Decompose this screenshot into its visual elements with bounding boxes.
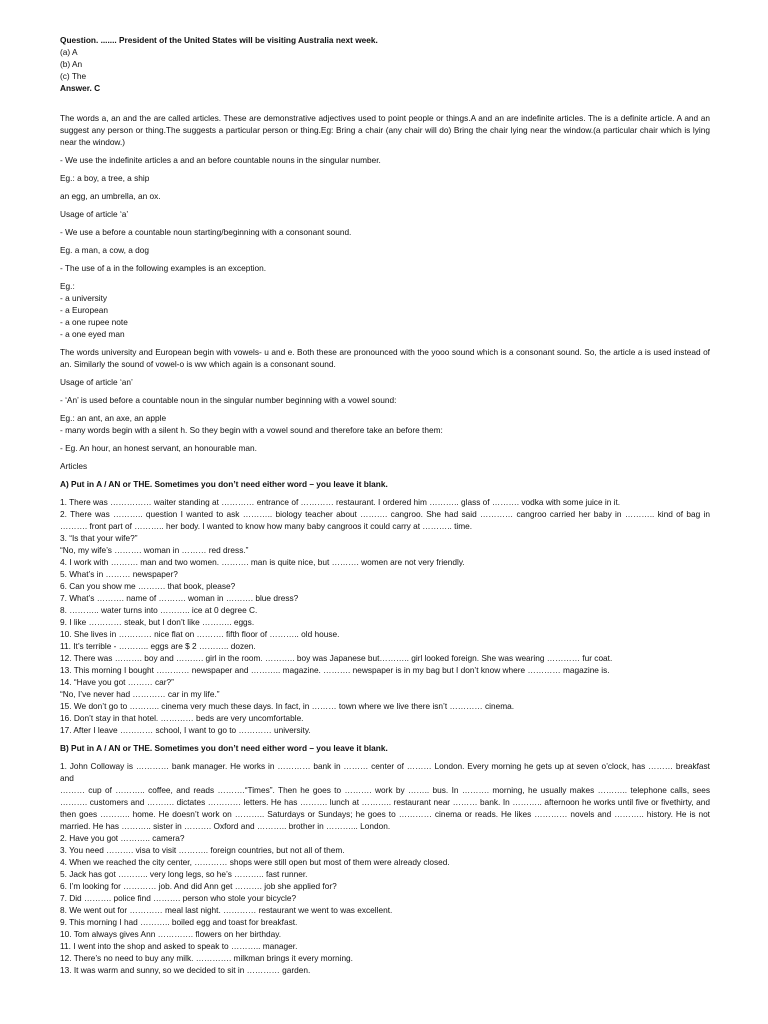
exercise-item: 17. After I leave ………… school, I want to go to ………… university. <box>60 725 311 735</box>
example-line: Eg.: a boy, a tree, a ship <box>60 173 150 183</box>
exercise-item: 1. There was …………… waiter standing at ………… entrance of ………… restaurant. I ordered him ……….. glass of ………. vodka with some juice in it. <box>60 497 621 507</box>
exercise-item: 5. Jack has got ……….. very long legs, so he’s ……….. fast runner. <box>60 869 308 879</box>
exercise-a-heading: A) Put in A / AN or THE. Sometimes you don’t need either word – you leave it blank. <box>60 479 388 489</box>
exercise-item: 4. I work with ………. man and two women. ………. man is quite nice, but ………. women are not very friendly. <box>60 557 465 567</box>
exercise-a-list <box>60 496 710 736</box>
usage-an-rule: - ‘An’ is used before a countable noun in the singular number beginning with a vowel sound: <box>60 395 397 405</box>
exercise-item: 11. I went into the shop and asked to speak to ……….. manager. <box>60 941 298 951</box>
exercise-item: 13. This morning I bought ………… newspaper and ……….. magazine. ………. newspaper is in my bag but I don’t know where ………… magazine is. <box>60 665 610 675</box>
exercise-item: 14. “Have you got ……… car?” <box>60 677 174 687</box>
silent-h-example: - Eg. An hour, an honest servant, an honourable man. <box>60 443 257 453</box>
exercise-b-list <box>60 760 710 976</box>
intro-paragraph: The words a, an and the are called articles. These are demonstrative adjectives used to point people or things.A and an are indefinite articles. The is a definite article. A and an suggest any person or thing.The suggests a particular person or thing.Eg: Bring a chair (any chair will do) Bring the chair lying near the window.(a particular chair which is lying near the window.) <box>60 113 710 147</box>
exercise-item: 2. There was ……….. question I wanted to ask ……….. biology teacher about ………. cangroo. She had said ………… cangroo carried her baby in ……….. kind of bag in ………. front part of ……….. her body. I wanted to know how many baby cangroos it could carry at ……….. time. <box>60 509 710 531</box>
option-b: (b) An <box>60 59 83 69</box>
exercise-item: 7. What’s ………. name of ………. woman in ………. blue dress? <box>60 593 299 603</box>
exercise-item: 15. We don’t go to ……….. cinema very much these days. In fact, in ……… town where we live there isn’t ………… cinema. <box>60 701 515 711</box>
exercise-item: 10. She lives in ………… nice flat on ………. fifth floor of ……….. old house. <box>60 629 340 639</box>
exception-item: - a one eyed man <box>60 329 125 339</box>
exercise-item: 9. I like ………… steak, but I don’t like ……….. eggs. <box>60 617 255 627</box>
exercise-item: 6. I’m looking for ………… job. And did Ann get ………. job she applied for? <box>60 881 337 891</box>
document-page <box>60 34 710 976</box>
exercise-item: 11. It’s terrible - ……….. eggs are $ 2 ……….. dozen. <box>60 641 256 651</box>
usage-a-title: Usage of article ‘a’ <box>60 209 129 219</box>
exercise-item: “No, my wife’s ………. woman in ……… red dress.” <box>60 545 249 555</box>
exercise-item: 8. ……….. water turns into ……….. ice at 0 degree C. <box>60 605 258 615</box>
usage-a-rule: - We use a before a countable noun starting/beginning with a consonant sound. <box>60 227 352 237</box>
articles-heading: Articles <box>60 461 88 471</box>
exception-item: - a university <box>60 293 108 303</box>
usage-an-example: Eg.: an ant, an axe, an apple <box>60 413 167 423</box>
silent-h-rule: - many words begin with a silent h. So they begin with a vowel sound and therefore take an before them: <box>60 425 443 435</box>
example-line: an egg, an umbrella, an ox. <box>60 191 161 201</box>
exercise-item: 12. There was ………. boy and ………. girl in the room. ……….. boy was Japanese but……….. girl looked foreign. She was wearing ………… fur coat. <box>60 653 613 663</box>
exercise-item: 7. Did ………. police find ………. person who stole your bicycle? <box>60 893 297 903</box>
exercise-item: 6. Can you show me ………. that book, please? <box>60 581 236 591</box>
exception-intro: - The use of a in the following examples is an exception. <box>60 263 267 273</box>
exception-item: - a one rupee note <box>60 317 128 327</box>
exception-note: The words university and European begin with vowels- u and e. Both these are pronounced with the yooo sound which is a consonant sound. So, the article a is used instead of an. Similarly the sound of vowel-o is ww which again is a consonant sound. <box>60 347 710 369</box>
exercise-item: 3. You need ………. visa to visit ……….. foreign countries, but not all of them. <box>60 845 345 855</box>
exercise-item: 13. It was warm and sunny, so we decided to sit in ………… garden. <box>60 965 311 975</box>
exercise-item: 16. Don’t stay in that hotel. ………… beds are very uncomfortable. <box>60 713 304 723</box>
answer-line: Answer. C <box>60 83 101 93</box>
usage-an-title: Usage of article ‘an’ <box>60 377 133 387</box>
exercise-b-heading: B) Put in A / AN or THE. Sometimes you don’t need either word – you leave it blank. <box>60 743 388 753</box>
exception-item: - a European <box>60 305 108 315</box>
exception-label: Eg.: <box>60 281 75 291</box>
exercise-item: 4. When we reached the city center, ………… shops were still open but most of them were already closed. <box>60 857 450 867</box>
exercise-item: 3. “Is that your wife?” <box>60 533 138 543</box>
exercise-item: 10. Tom always gives Ann …………. flowers on her birthday. <box>60 929 282 939</box>
exercise-item: 2. Have you got ……….. camera? <box>60 833 185 843</box>
question-stem: Question. ....... President of the United States will be visiting Australia next week. <box>60 35 378 45</box>
exercise-item: 5. What’s in ……… newspaper? <box>60 569 178 579</box>
exercise-item: ……… cup of ……….. coffee, and reads ……….“Times”. Then he goes to ………. work by …….. bus. In ………. morning, he usually makes ……….. telephone calls, sees ………. customers and ………. dictates ………… letters. He has ………. lunch at ……….. restaurant near ……… bank. In ……….. afternoon he works until five or fivethirty, and then goes ……….. home. He doesn’t work on ……….. Saturdays or Sundays; he goes to ………… cinema or reads. He likes ………… novels and ……….. history. He is not married. He has ……….. sister in ………. Oxford and ……….. brother in ………... London. <box>60 785 710 831</box>
rule-indefinite: - We use the indefinite articles a and an before countable nouns in the singular number. <box>60 155 381 165</box>
exercise-item: 9. This morning I had ……….. boiled egg and toast for breakfast. <box>60 917 298 927</box>
exercise-item: “No, I’ve never had ………… car in my life.” <box>60 689 220 699</box>
usage-a-example: Eg. a man, a cow, a dog <box>60 245 150 255</box>
exercise-item: 12. There’s no need to buy any milk. …………. milkman brings it every morning. <box>60 953 353 963</box>
exercise-item: 1. John Colloway is ………… bank manager. He works in ………… bank in ……… center of ……… London. Every morning he gets up at seven o’clock, has ……… breakfast and <box>60 761 710 783</box>
option-c: (c) The <box>60 71 87 81</box>
option-a: (a) A <box>60 47 78 57</box>
exercise-item: 8. We went out for ………… meal last night. ………… restaurant we went to was excellent. <box>60 905 393 915</box>
question-block <box>60 34 710 94</box>
